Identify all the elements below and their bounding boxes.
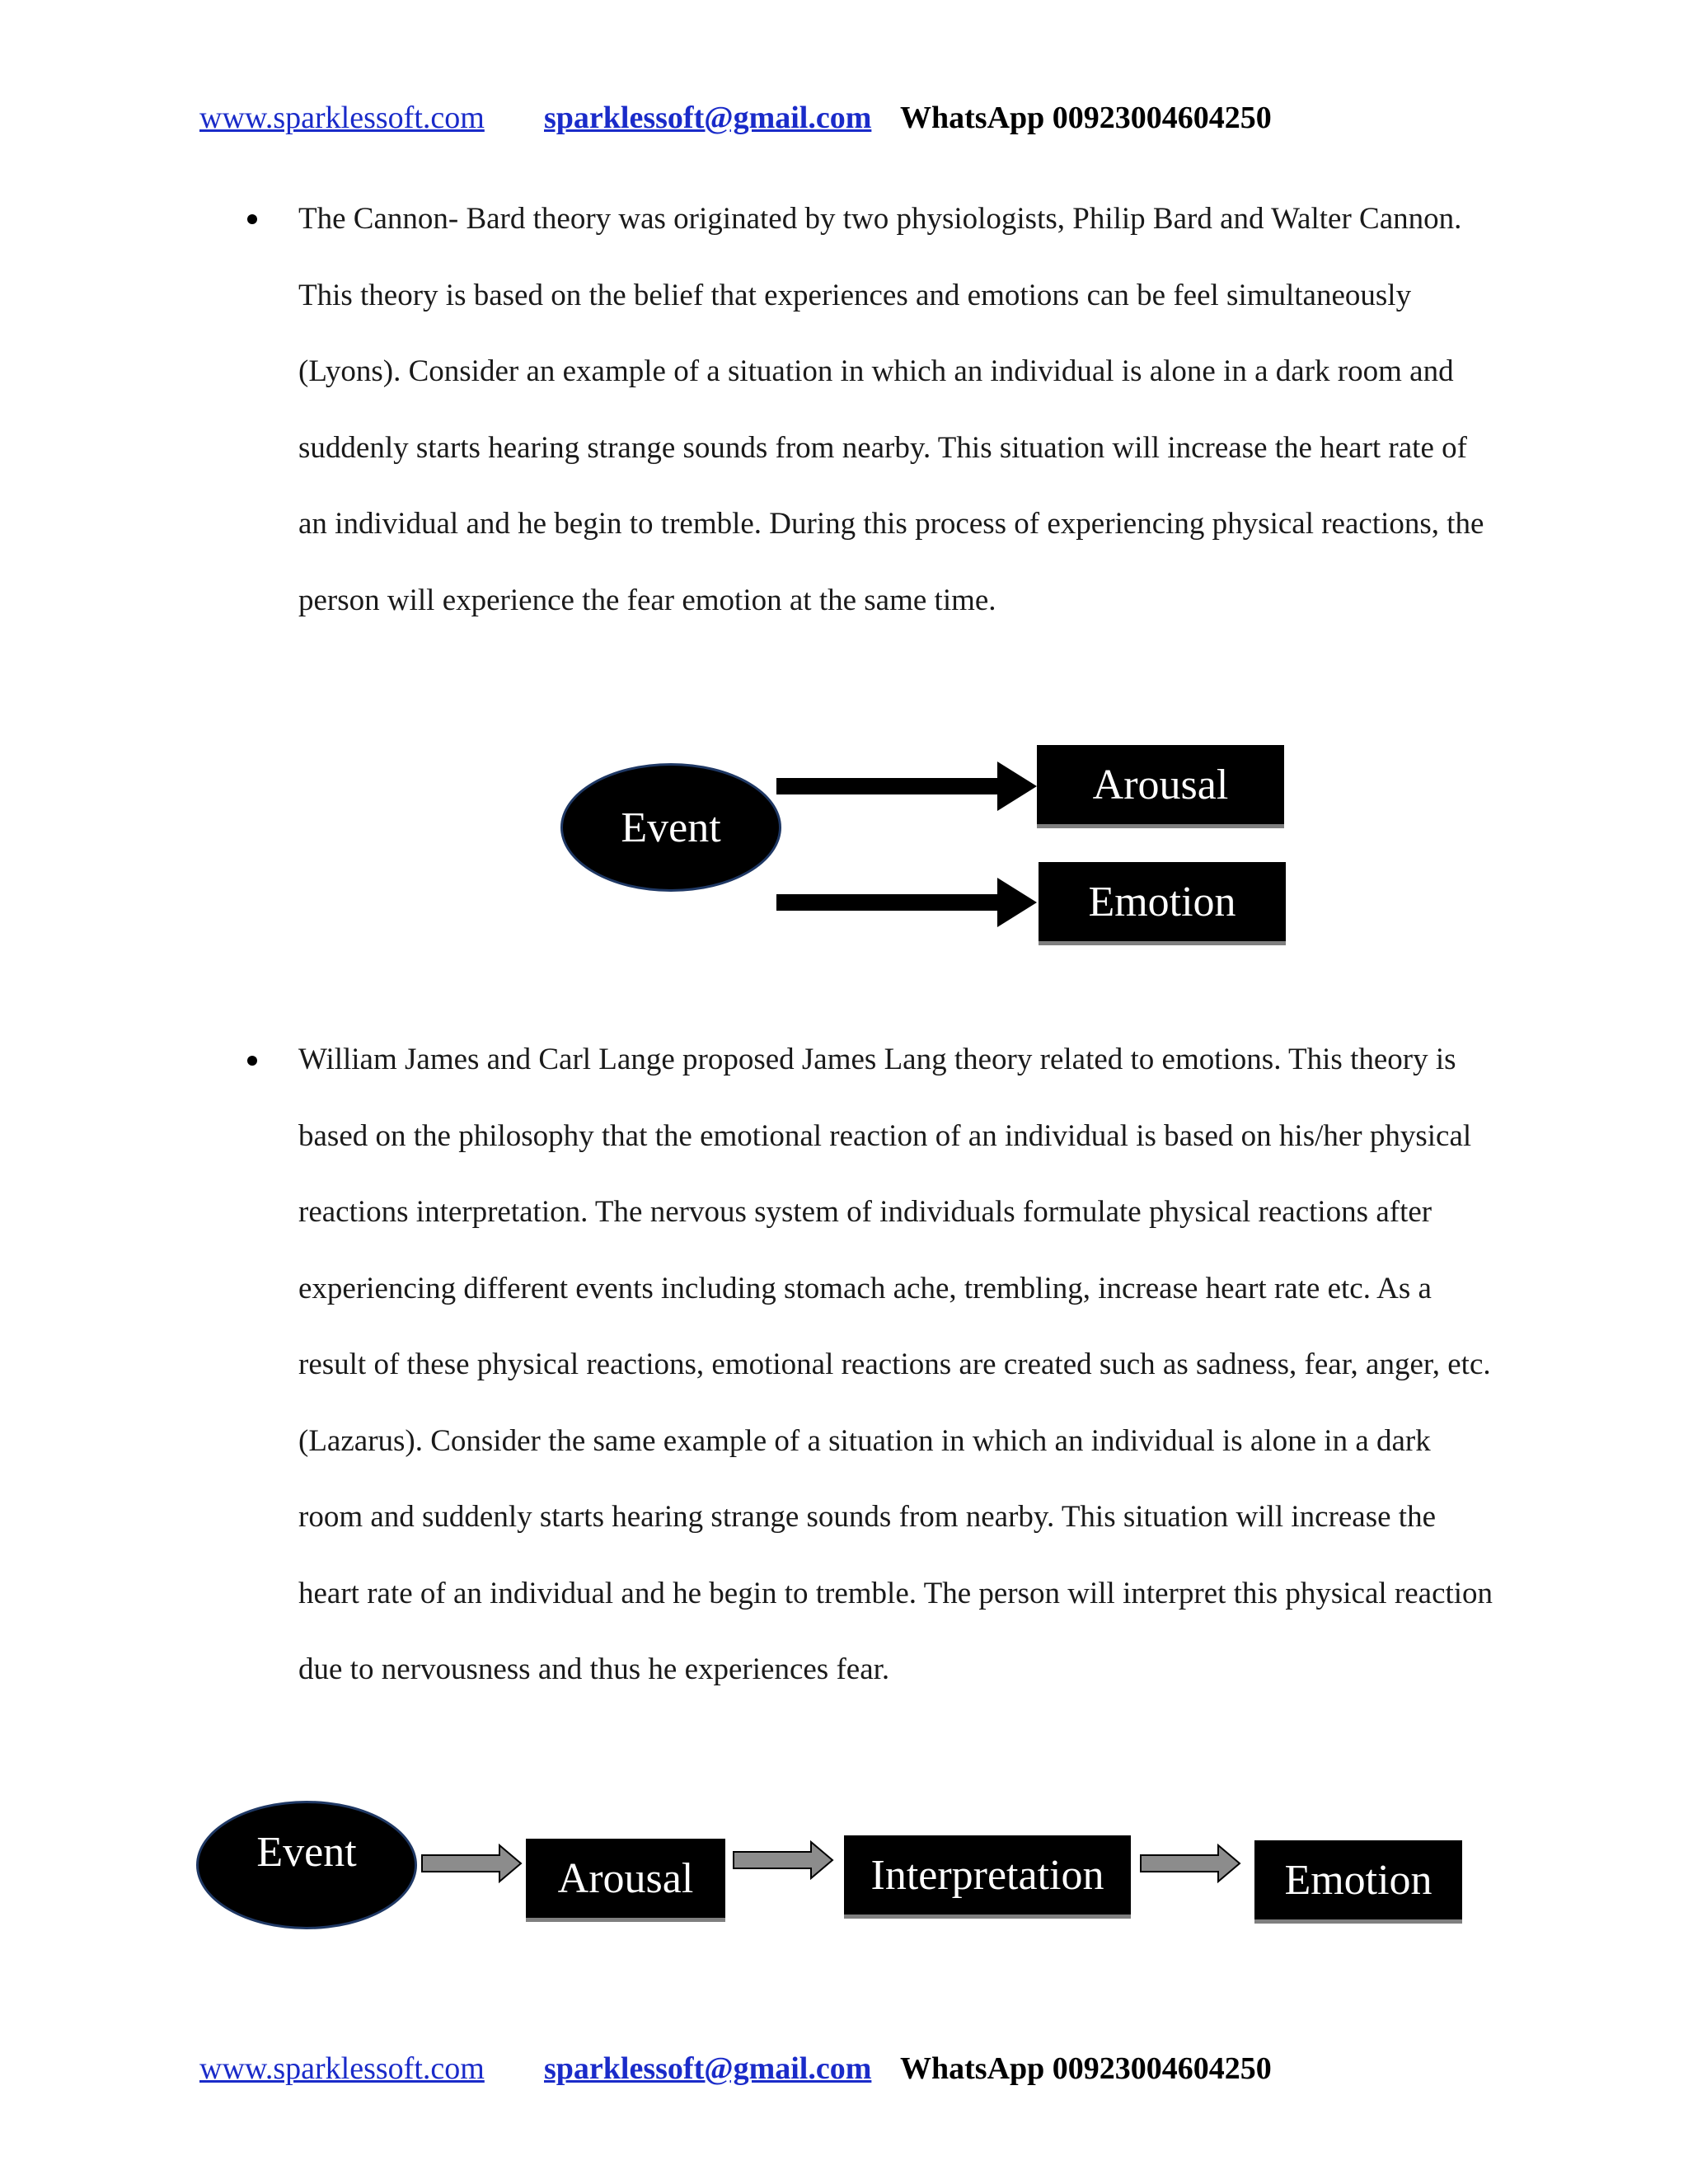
james-lange-diagram (0, 1793, 1688, 1941)
footer-email-link[interactable]: sparklessoft@gmail.com (544, 2051, 872, 2086)
arrow-interpretation-to-emotion-icon (1139, 1844, 1241, 1883)
header-whatsapp-number: WhatsApp 00923004604250 (900, 101, 1272, 135)
arrow-event-to-arousal-icon (420, 1844, 523, 1883)
bullet-icon (247, 214, 257, 224)
emotion-box (1254, 1840, 1462, 1919)
emotion-label: Emotion (1284, 1856, 1432, 1904)
footer-website-link[interactable]: www.sparklessoft.com (199, 2051, 485, 2086)
header-website-link[interactable]: www.sparklessoft.com (199, 101, 485, 135)
page-footer (199, 2044, 1601, 2093)
emotion-label: Emotion (1088, 878, 1236, 926)
interpretation-box (844, 1835, 1131, 1915)
interpretation-label: Interpretation (870, 1851, 1104, 1899)
arousal-label: Arousal (1092, 761, 1229, 808)
event-oval (560, 763, 781, 892)
event-label: Event (621, 804, 721, 851)
paragraph-text: William James and Carl Lange proposed James Lang theory related to emotions. This theory is based on the philosophy that the emotional reaction of an individual is based on his/her physical reactions interpretation. The nervous system of individuals formulate physical reactions after experiencing different events including stomach ache, trembling, increase heart rate etc. As a result of these physical reactions, emotional reactions are created such as sadness, fear, anger, etc. (Lazarus). Consider the same example of a situation in which an individual is alone in a dark room and suddenly starts hearing strange sounds from nearby. This situation will increase the heart rate of an individual and he begin to tremble. The person will interpret this physical reaction due to nervousness and thus he experiences fear. (298, 1043, 1493, 1686)
arousal-box (1037, 745, 1284, 824)
page-header (199, 93, 1601, 143)
bullet-icon (247, 1056, 257, 1066)
cannon-bard-diagram (0, 733, 1688, 964)
event-label: Event (256, 1829, 357, 1876)
header-email-link[interactable]: sparklessoft@gmail.com (544, 101, 872, 135)
event-oval (196, 1801, 417, 1929)
arousal-box (526, 1839, 725, 1918)
arrow-to-emotion-icon (776, 878, 1039, 927)
paragraph-text: The Cannon- Bard theory was originated by two physiologists, Philip Bard and Walter Cannon. This theory is based on the belief that experiences and emotions can be feel simultaneously (Lyons). Consider an example of a situation in which an individual is alone in a dark room and suddenly starts hearing strange sounds from nearby. This situation will increase the heart rate of an individual and he begin to tremble. During this process of experiencing physical reactions, the person will experience the fear emotion at the same time. (298, 202, 1484, 617)
arrow-arousal-to-interpretation-icon (732, 1840, 834, 1880)
arrow-to-arousal-icon (776, 762, 1039, 811)
footer-whatsapp-number: WhatsApp 00923004604250 (900, 2051, 1272, 2086)
arousal-label: Arousal (557, 1854, 694, 1902)
emotion-box (1039, 862, 1286, 941)
